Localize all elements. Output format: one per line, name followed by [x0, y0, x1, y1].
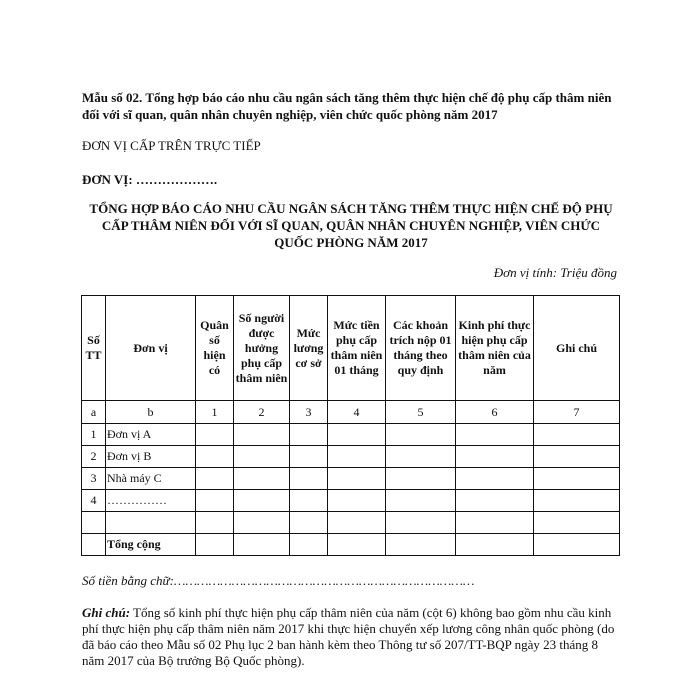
row-unit-name: ……………: [106, 490, 196, 512]
row-number: 2: [82, 446, 106, 468]
empty-cell: [234, 424, 290, 446]
amount-in-words: Số tiền bằng chữ:……………………………………………………………………: [82, 573, 475, 588]
table-header-row: [82, 296, 620, 401]
index-cell: 3: [290, 401, 328, 424]
currency-unit: Đơn vị tính: Triệu đồng: [493, 265, 617, 280]
empty-cell: [196, 446, 234, 468]
table-row: [82, 490, 620, 512]
empty-cell: [386, 512, 456, 534]
empty-cell: [290, 446, 328, 468]
header-contributions: Các khoản trích nộp 01 tháng theo quy định: [386, 296, 456, 401]
row-unit-name: Đơn vị A: [106, 424, 196, 446]
empty-cell: [290, 490, 328, 512]
empty-cell: [386, 446, 456, 468]
table-row: [82, 424, 620, 446]
empty-cell: [290, 468, 328, 490]
header-headcount: Quân số hiện có: [196, 296, 234, 401]
empty-cell: [234, 468, 290, 490]
row-unit-name: Nhà máy C: [106, 468, 196, 490]
empty-cell: [456, 446, 534, 468]
row-number: [82, 534, 106, 556]
note-label: Ghi chú:: [82, 605, 131, 620]
empty-cell: [234, 490, 290, 512]
note-text: Tổng số kinh phí thực hiện phụ cấp thâm niên của năm (cột 6) không bao gồm nhu cầu kinh phí thực hiện phụ cấp thâm niên năm 2017 khi thực hiện chuyển xếp lương công nhân quốc phòng (do đã báo cáo theo Mẫu số 02 Phụ lục 2 ban hành kèm theo Thông tư số 207/TT-BQP ngày 23 tháng 8 năm 2017 của Bộ trưởng Bộ Quốc phòng).: [82, 605, 615, 668]
empty-cell: [534, 512, 620, 534]
total-label: Tổng cộng: [106, 534, 196, 556]
row-number: 3: [82, 468, 106, 490]
total-row: [82, 534, 620, 556]
empty-cell: [290, 534, 328, 556]
table-row: [82, 512, 620, 534]
header-annual-cost: Kinh phí thực hiện phụ cấp thâm niên của năm: [456, 296, 534, 401]
header-monthly-allowance: Mức tiền phụ cấp thâm niên 01 tháng: [328, 296, 386, 401]
note-paragraph: [82, 605, 622, 669]
empty-cell: [456, 490, 534, 512]
empty-cell: [456, 468, 534, 490]
empty-cell: [534, 424, 620, 446]
header-unit: Đơn vị: [106, 296, 196, 401]
index-cell: 1: [196, 401, 234, 424]
superior-unit-label: ĐƠN VỊ CẤP TRÊN TRỰC TIẾP: [82, 138, 261, 153]
empty-cell: [328, 446, 386, 468]
empty-cell: [328, 512, 386, 534]
index-cell: 5: [386, 401, 456, 424]
empty-cell: [534, 446, 620, 468]
index-cell: 2: [234, 401, 290, 424]
empty-cell: [386, 490, 456, 512]
empty-cell: [534, 490, 620, 512]
row-number: 4: [82, 490, 106, 512]
index-cell: 6: [456, 401, 534, 424]
row-number: [82, 512, 106, 534]
empty-cell: [328, 424, 386, 446]
empty-cell: [328, 490, 386, 512]
empty-cell: [196, 490, 234, 512]
empty-cell: [196, 424, 234, 446]
index-cell: 4: [328, 401, 386, 424]
empty-cell: [328, 534, 386, 556]
empty-cell: [328, 468, 386, 490]
empty-cell: [456, 512, 534, 534]
row-unit-name: [106, 512, 196, 534]
form-title: Mẫu số 02. Tổng hợp báo cáo nhu cầu ngân sách tăng thêm thực hiện chế độ phụ cấp thâm niên đối với sĩ quan, quân nhân chuyên nghiệp, viên chức quốc phòng năm 2017: [82, 90, 612, 122]
table-row: [82, 446, 620, 468]
empty-cell: [290, 424, 328, 446]
empty-cell: [234, 534, 290, 556]
header-base-salary: Mức lương cơ sở: [290, 296, 328, 401]
empty-cell: [456, 534, 534, 556]
budget-table: [81, 295, 620, 556]
empty-cell: [386, 468, 456, 490]
empty-cell: [196, 468, 234, 490]
header-eligible: Số người được hưởng phụ cấp thâm niên: [234, 296, 290, 401]
index-cell: 7: [534, 401, 620, 424]
empty-cell: [534, 534, 620, 556]
empty-cell: [290, 512, 328, 534]
table-row: [82, 468, 620, 490]
row-number: 1: [82, 424, 106, 446]
index-cell: b: [106, 401, 196, 424]
empty-cell: [196, 512, 234, 534]
empty-cell: [234, 446, 290, 468]
header-stt: Số TT: [82, 296, 106, 401]
column-index-row: [82, 401, 620, 424]
empty-cell: [234, 512, 290, 534]
index-cell: a: [82, 401, 106, 424]
row-unit-name: Đơn vị B: [106, 446, 196, 468]
unit-line: ĐƠN VỊ: ……………….: [82, 172, 218, 187]
empty-cell: [196, 534, 234, 556]
empty-cell: [534, 468, 620, 490]
empty-cell: [386, 424, 456, 446]
report-title: TỔNG HỢP BÁO CÁO NHU CẦU NGÂN SÁCH TĂNG THÊM THỰC HIỆN CHẾ ĐỘ PHỤ CẤP THÂM NIÊN ĐỐI VỚI SĨ QUAN, QUÂN NHÂN CHUYÊN NGHIỆP, VIÊN CHỨC QUỐC PHÒNG NĂM 2017: [89, 201, 613, 250]
header-notes: Ghi chú: [534, 296, 620, 401]
empty-cell: [456, 424, 534, 446]
empty-cell: [386, 534, 456, 556]
